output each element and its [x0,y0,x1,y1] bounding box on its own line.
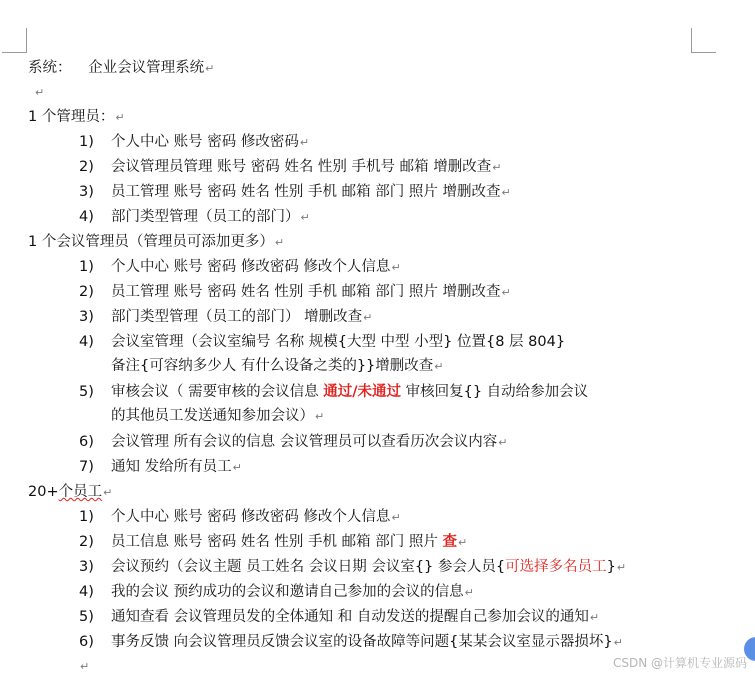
empty-paragraph [34,82,44,103]
section-title-meeting-admin: 1 个会议管理员（管理员可添加更多）↵ [28,234,285,250]
system-line [28,58,214,79]
section-title-admin: 1 个管理员：↵ [28,109,125,125]
multi-select-note: 可选择多名员工 [505,559,607,575]
paragraph-mark: ↵ [80,660,90,673]
section-title-employees: 20+个员工↵ [28,484,113,500]
watermark: CSDN @计算机专业源码 [612,656,747,670]
query-emphasis: 查 [442,534,457,550]
empty-paragraph [79,656,89,677]
system-label: 系统： [28,60,72,76]
paragraph-mark: ↵ [205,62,215,75]
paragraph-mark: ↵ [35,86,45,99]
document-page: 系统： 企业会议管理系统↵ ↵ 1 个管理员：↵ 1) 个人中心 账号 密码 修改密码↵ 2) 会议管理员管理 账号 密码 姓名 性别 手机号 邮箱 增删改查↵ 3) 员工管理 账号 密码 姓名 性别 手机 邮箱 部门 照片 增删改查↵ 4) 部门类型管理（员工的部门）↵ 1 个会议管理员（管理员可添加更多）↵ 1) 个人中心 账号 密码 修改密码 修改个人信息↵ 2) 员工管理 账号 密码 姓名 性别 手机 邮箱 部门 照片 增删改查↵ 3) 部门类型管理（员工的部门） 增删改查↵ 4) 会议室管理（会议室编号 名称 规模{大型 中型 小型} 位置{8 层 804} 备注{可容纳多少人 有什么设备之类的}}增删改查↵ 5) 审核会议（ 需要审核的会议信息 通过/未通过 审核回复{} 自动给参加会议 的其他员工发送通知参加会议）↵ 6) 会议管理 所有会议的信息 会议管理员可以查看历次会议内容↵ 7) 通知 发给所有员工↵ 20+个员工↵ 1) 个人中心 账号 密码 修改密码 修改个人信息↵ 2) 员工信息 账号 密码 姓名 性别 手机 邮箱 部门 照片 查↵ 3) 会议预约（会议主题 员工姓名 会议日期 会议室{} 参会人员{可选择多名员工}↵ 4) 我的会议 预约成功的会议和邀请自己参加的会议的信息↵ 5) 通知查看 会议管理员发的全体通知 和 自动发送的提醒自己参加会议的通知↵ 6) 事务反馈 向会议管理员反馈会议室的设备故障等问题{某某会议室显示器损坏}↵ ↵ CSDN @计算机专业源码 [0,0,755,680]
system-name: 企业会议管理系统 [88,60,205,76]
page-corner-mark-right [691,28,716,53]
spellcheck-underline: 个员工 [58,484,103,500]
page-corner-mark-left [2,28,27,53]
approval-status-text: 通过/未通过 [323,384,402,400]
